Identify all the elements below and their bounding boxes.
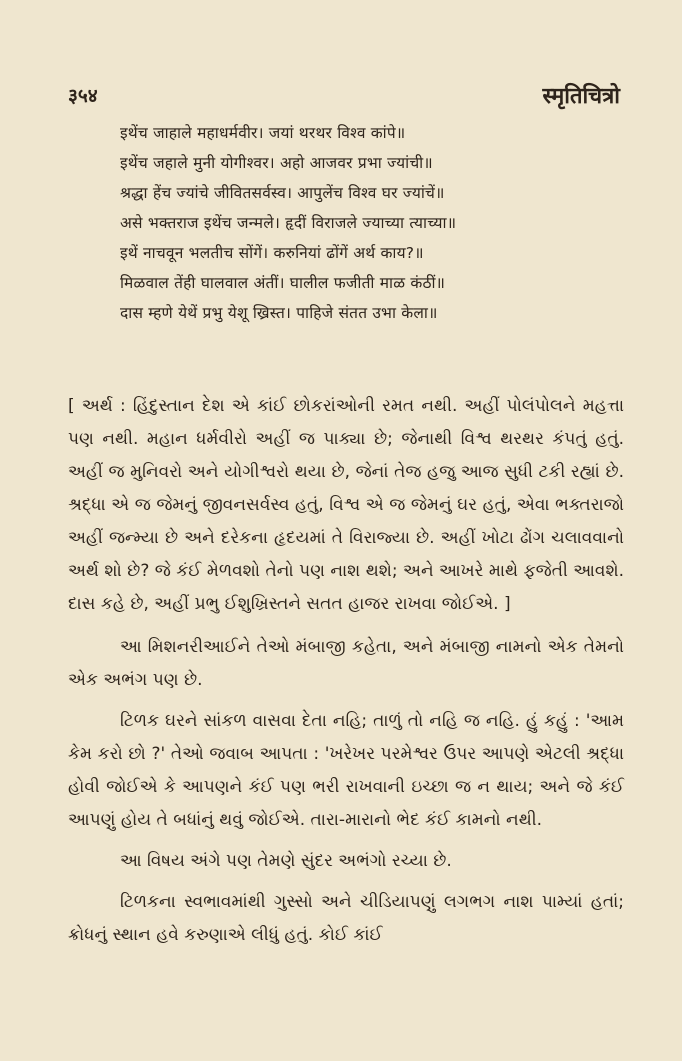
body-paragraph: ટિળક ઘરને સાંકળ વાસવા દેતા નહિ; તાળું તો નહિ જ નહિ. હું કહું : 'આમ કેમ કરો છો ?' તેઓ જવાબ આપતા : 'ખરેખર પરમેશ્વર ઉપર આપણે એટલી શ્રદ્ધા હોવી જોઈએ કે આપણને કંઈ પણ ભરી રાખવાની ઇચ્છા જ ન થાય; અને જે કંઈ આપણું હોય તે બધાંનું થવું જોઈએ. તારા-મારાનો ભેદ કંઈ કામનો નથી. [68, 711, 624, 830]
verse-line: इथें नाचवून भलतीच सोंगें। करुनियां ढोंगें अर्थ काय?॥ [120, 244, 424, 262]
verse-line: इथेंच जहाले मुनी योगीश्वर। अहो आजवर प्रभा ज्यांची॥ [120, 154, 433, 172]
verse-line: इथेंच जाहाले महाधर्मवीर। जयां थरथर विश्व कांपे॥ [120, 124, 406, 142]
verse-line: मिळवाल तेंही घालवाल अंतीं। घालील फजीती माळ कंठीं॥ [120, 274, 446, 292]
page-number: ३५४ [68, 85, 98, 107]
verse-meaning-paragraph: [ અર્થ : હિંદુસ્તાન દેશ એ કાંઈ છોકરાંઓની રમત નથી. અહીં પોલંપોલને મહત્તા પણ નથી. મહાન ધર્મવીરો અહીં જ પાક્યા છે; જેનાથી વિશ્વ થરથર કંપતું હતું. અહીં જ મુનિવરો અને યોગીશ્વરો થયા છે, જેનાં તેજ હજુ આજ સુધી ટકી રહ્યાં છે. શ્રદ્ધા એ જ જેમનું જીવનસર્વસ્વ હતું, વિશ્વ એ જ જેમનું ઘર હતું, એવા ભક્તરાજો અહીં જન્મ્યા છે અને દરેકના હૃદયમાં તે વિરાજ્યા છે. અહીં ખોટા ઢોંગ ચલાવવાનો અર્થ શો છે? જે કંઈ મેળવશો તેનો પણ નાશ થશે; અને આખરે માથે ફજેતી આવશે. દાસ કહે છે, અહીં પ્રભુ ઈશુખ્રિસ્તને સતત હાજર રાખવા જોઈએ. ] [68, 396, 624, 614]
body-paragraph: ટિળકના સ્વભાવમાંથી ગુસ્સો અને ચીડિયાપણું લગભગ નાશ પામ્યાં હતાં; ક્રોધનું સ્થાન હવે કરુણાએ લીધું હતું. કોઈ કાંઈ [68, 892, 624, 945]
running-head: स्मृतिचित्रो [542, 84, 620, 109]
body-paragraph: આ મિશનરીઆઈને તેઓ મંબાજી કહેતા, અને મંબાજી નામનો એક તેમનો એક અભંગ પણ છે. [68, 637, 624, 690]
marathi-verse [120, 118, 640, 328]
verse-line: दास म्हणे येथें प्रभु येशू ख्रिस्त। पाहिजे संतत उभा केला॥ [120, 304, 438, 322]
verse-line: असे भक्तराज इथेंच जन्मले। हृदीं विराजले ज्याच्या त्याच्या॥ [120, 214, 457, 232]
verse-line: श्रद्धा हेंच ज्यांचे जीवितसर्वस्व। आपुलेंच विश्व घर ज्यांचें॥ [120, 184, 445, 202]
body-paragraph: આ વિષય અંગે પણ તેમણે સુંદર અભંગો રચ્યા છે. [120, 851, 452, 871]
page-header [68, 78, 620, 112]
body-text [68, 390, 624, 960]
